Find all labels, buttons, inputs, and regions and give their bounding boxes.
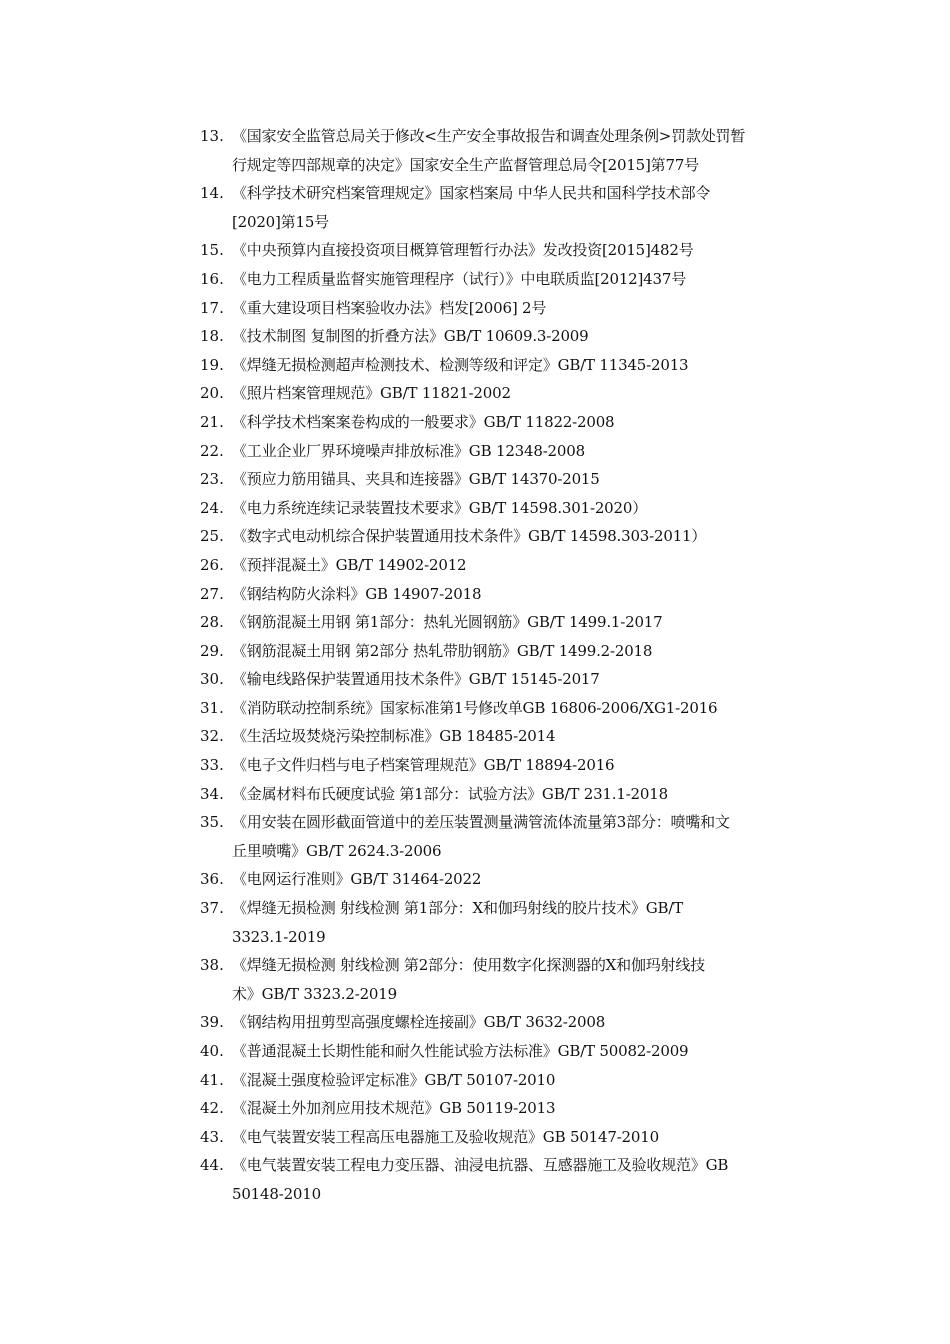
- item-text: [232, 751, 810, 780]
- list-item: [200, 751, 810, 780]
- item-text-line: 《金属材料布氏硬度试验 第1部分：试验方法》GB/T 231.1-2018: [232, 784, 668, 803]
- item-text-line: 《中央预算内直接投资项目概算管理暂行办法》发改投资[2015]482号: [232, 241, 694, 260]
- list-item: [200, 465, 810, 494]
- item-text-line: 《焊缝无损检测超声检测技术、检测等级和评定》GB/T 11345-2013: [232, 355, 689, 374]
- list-item: [200, 408, 810, 437]
- item-number: 19.: [200, 355, 224, 374]
- item-text: [232, 637, 810, 666]
- item-text: [232, 294, 810, 323]
- item-text-line: 《输电线路保护装置通用技术条件》GB/T 15145-2017: [232, 670, 600, 689]
- item-text: [232, 379, 810, 408]
- list-item: [200, 294, 810, 323]
- list-item: [200, 1037, 810, 1066]
- item-text: [232, 551, 810, 580]
- item-number: 40.: [200, 1042, 224, 1060]
- list-item: [200, 865, 810, 894]
- item-number: 15.: [200, 241, 224, 260]
- list-item: [200, 580, 810, 609]
- item-text: [232, 722, 810, 751]
- item-text-line: 《电网运行准则》GB/T 31464-2022: [232, 870, 482, 889]
- item-number: 42.: [200, 1099, 224, 1118]
- list-item: [200, 265, 810, 294]
- item-text: [232, 580, 810, 609]
- item-text: [232, 1008, 810, 1037]
- item-number: 33.: [200, 756, 224, 775]
- list-item: [200, 1066, 810, 1095]
- item-text: [232, 1094, 810, 1123]
- item-text-line: 《电力系统连续记录装置技术要求》GB/T 14598.301-2020）: [232, 498, 647, 517]
- item-text: [232, 865, 810, 894]
- list-item: [200, 808, 810, 865]
- list-item: [200, 722, 810, 751]
- item-text-line: 《科学技术档案案卷构成的一般要求》GB/T 11822-2008: [232, 412, 615, 431]
- item-text-line: 《数字式电动机综合保护装置通用技术条件》GB/T 14598.303-2011）: [232, 527, 707, 546]
- item-text: [232, 122, 810, 179]
- list-item: [200, 379, 810, 408]
- item-text: [232, 780, 810, 809]
- item-number: 35.: [200, 813, 224, 832]
- item-number: 22.: [200, 441, 224, 460]
- list-item: [200, 951, 810, 1008]
- item-text: [232, 465, 810, 494]
- item-text: [232, 694, 810, 723]
- item-text: [232, 494, 810, 523]
- item-text-line: 《钢筋混凝土用钢 第2部分 热轧带肋钢筋》GB/T 1499.2-2018: [232, 641, 653, 660]
- item-text-line: 丘里喷嘴》GB/T 2624.3-2006: [232, 841, 442, 860]
- item-text: [232, 1151, 810, 1208]
- item-text-line: 术》GB/T 3323.2-2019: [232, 984, 397, 1003]
- item-number: 43.: [200, 1127, 224, 1146]
- item-text-line: 《技术制图 复制图的折叠方法》GB/T 10609.3-2009: [232, 327, 589, 346]
- item-number: 44.: [200, 1156, 224, 1175]
- list-item: [200, 522, 810, 551]
- item-number: 18.: [200, 327, 224, 346]
- list-item: [200, 694, 810, 723]
- list-item: [200, 236, 810, 265]
- list-item: [200, 437, 810, 466]
- list-item: [200, 894, 810, 951]
- item-number: 41.: [200, 1070, 224, 1089]
- item-text: [232, 351, 810, 380]
- item-text-line: 《国家安全监管总局关于修改<生产安全事故报告和调查处理条例>罚款处罚暂: [232, 127, 746, 145]
- item-number: 24.: [200, 498, 224, 517]
- item-text-line: 《工业企业厂界环境噪声排放标准》GB 12348-2008: [232, 441, 585, 460]
- item-text: [232, 179, 810, 236]
- item-text-line: 《照片档案管理规范》GB/T 11821-2002: [232, 384, 511, 403]
- item-number: 21.: [200, 412, 224, 431]
- list-item: [200, 1094, 810, 1123]
- list-item: [200, 1123, 810, 1152]
- item-text-line: 《焊缝无损检测 射线检测 第1部分：X和伽玛射线的胶片技术》GB/T: [232, 899, 684, 918]
- list-item: [200, 637, 810, 666]
- item-number: 36.: [200, 870, 224, 889]
- item-number: 23.: [200, 470, 224, 489]
- item-text-line: 《电力工程质量监督实施管理程序（试行）》中电联质监[2012]437号: [232, 269, 687, 288]
- list-item: [200, 1151, 810, 1208]
- item-number: 39.: [200, 1013, 224, 1032]
- item-text-line: 《电气装置安装工程电力变压器、油浸电抗器、互感器施工及验收规范》GB: [232, 1156, 729, 1175]
- item-text-line: 《混凝土外加剂应用技术规范》GB 50119-2013: [232, 1099, 556, 1118]
- item-text-line: 《预拌混凝土》GB/T 14902-2012: [232, 555, 467, 574]
- item-text-line: 《混凝土强度检验评定标准》GB/T 50107-2010: [232, 1070, 556, 1089]
- list-item: [200, 322, 810, 351]
- item-number: 32.: [200, 727, 224, 746]
- item-number: 30.: [200, 670, 224, 689]
- item-number: 34.: [200, 784, 224, 803]
- item-text: [232, 322, 810, 351]
- item-number: 16.: [200, 269, 224, 288]
- item-text: [232, 1066, 810, 1095]
- item-text-line: 50148-2010: [232, 1184, 321, 1203]
- item-number: 38.: [200, 956, 224, 975]
- item-number: 31.: [200, 698, 224, 717]
- item-number: 13.: [200, 127, 224, 145]
- item-text-line: 《电气装置安装工程高压电器施工及验收规范》GB 50147-2010: [232, 1127, 659, 1146]
- item-number: 27.: [200, 584, 224, 603]
- item-text-line: 《用安装在圆形截面管道中的差压装置测量满管流体流量第3部分：喷嘴和文: [232, 813, 730, 832]
- item-text-line: 《预应力筋用锚具、夹具和连接器》GB/T 14370-2015: [232, 470, 600, 489]
- item-text-line: 3323.1-2019: [232, 927, 326, 946]
- list-item: [200, 351, 810, 380]
- item-number: 17.: [200, 298, 224, 317]
- item-text-line: 《钢筋混凝土用钢 第1部分：热轧光圆钢筋》GB/T 1499.1-2017: [232, 613, 663, 632]
- item-text-line: 《消防联动控制系统》国家标准第1号修改单GB 16806-2006/XG1-2016: [232, 698, 718, 717]
- item-text-line: 《钢结构用扭剪型高强度螺栓连接副》GB/T 3632-2008: [232, 1013, 606, 1032]
- item-number: 20.: [200, 384, 224, 403]
- item-number: 14.: [200, 184, 224, 203]
- item-text: [232, 437, 810, 466]
- item-text: [232, 608, 810, 637]
- list-item: [200, 1008, 810, 1037]
- reference-list: [200, 122, 810, 1209]
- list-item: [200, 494, 810, 523]
- item-text-line: 《普通混凝土长期性能和耐久性能试验方法标准》GB/T 50082-2009: [232, 1042, 689, 1060]
- item-number: 37.: [200, 899, 224, 918]
- item-text-line: 《生活垃圾焚烧污染控制标准》GB 18485-2014: [232, 727, 556, 746]
- item-number: 25.: [200, 527, 224, 546]
- list-item: [200, 665, 810, 694]
- item-text: [232, 1037, 810, 1066]
- list-item: [200, 179, 810, 236]
- item-text: [232, 665, 810, 694]
- item-text: [232, 808, 810, 865]
- item-number: 26.: [200, 555, 224, 574]
- item-text-line: 《电子文件归档与电子档案管理规范》GB/T 18894-2016: [232, 756, 615, 775]
- item-text: [232, 265, 810, 294]
- item-text: [232, 1123, 810, 1152]
- item-text: [232, 236, 810, 265]
- item-number: 28.: [200, 613, 224, 632]
- item-text-line: 《重大建设项目档案验收办法》档发[2006] 2号: [232, 298, 547, 317]
- list-item: [200, 608, 810, 637]
- item-text: [232, 894, 810, 951]
- list-item: [200, 551, 810, 580]
- item-text-line: 《钢结构防火涂料》GB 14907-2018: [232, 584, 482, 603]
- item-text: [232, 408, 810, 437]
- list-item: [200, 122, 810, 179]
- item-text: [232, 951, 810, 1008]
- list-item: [200, 780, 810, 809]
- item-text-line: 行规定等四部规章的决定》国家安全生产监督管理总局令[2015]第77号: [232, 155, 699, 174]
- item-text-line: 《科学技术研究档案管理规定》国家档案局 中华人民共和国科学技术部令: [232, 184, 711, 203]
- item-number: 29.: [200, 641, 224, 660]
- item-text-line: 《焊缝无损检测 射线检测 第2部分：使用数字化探测器的X和伽玛射线技: [232, 956, 705, 975]
- item-text: [232, 522, 810, 551]
- item-text-line: [2020]第15号: [232, 212, 329, 231]
